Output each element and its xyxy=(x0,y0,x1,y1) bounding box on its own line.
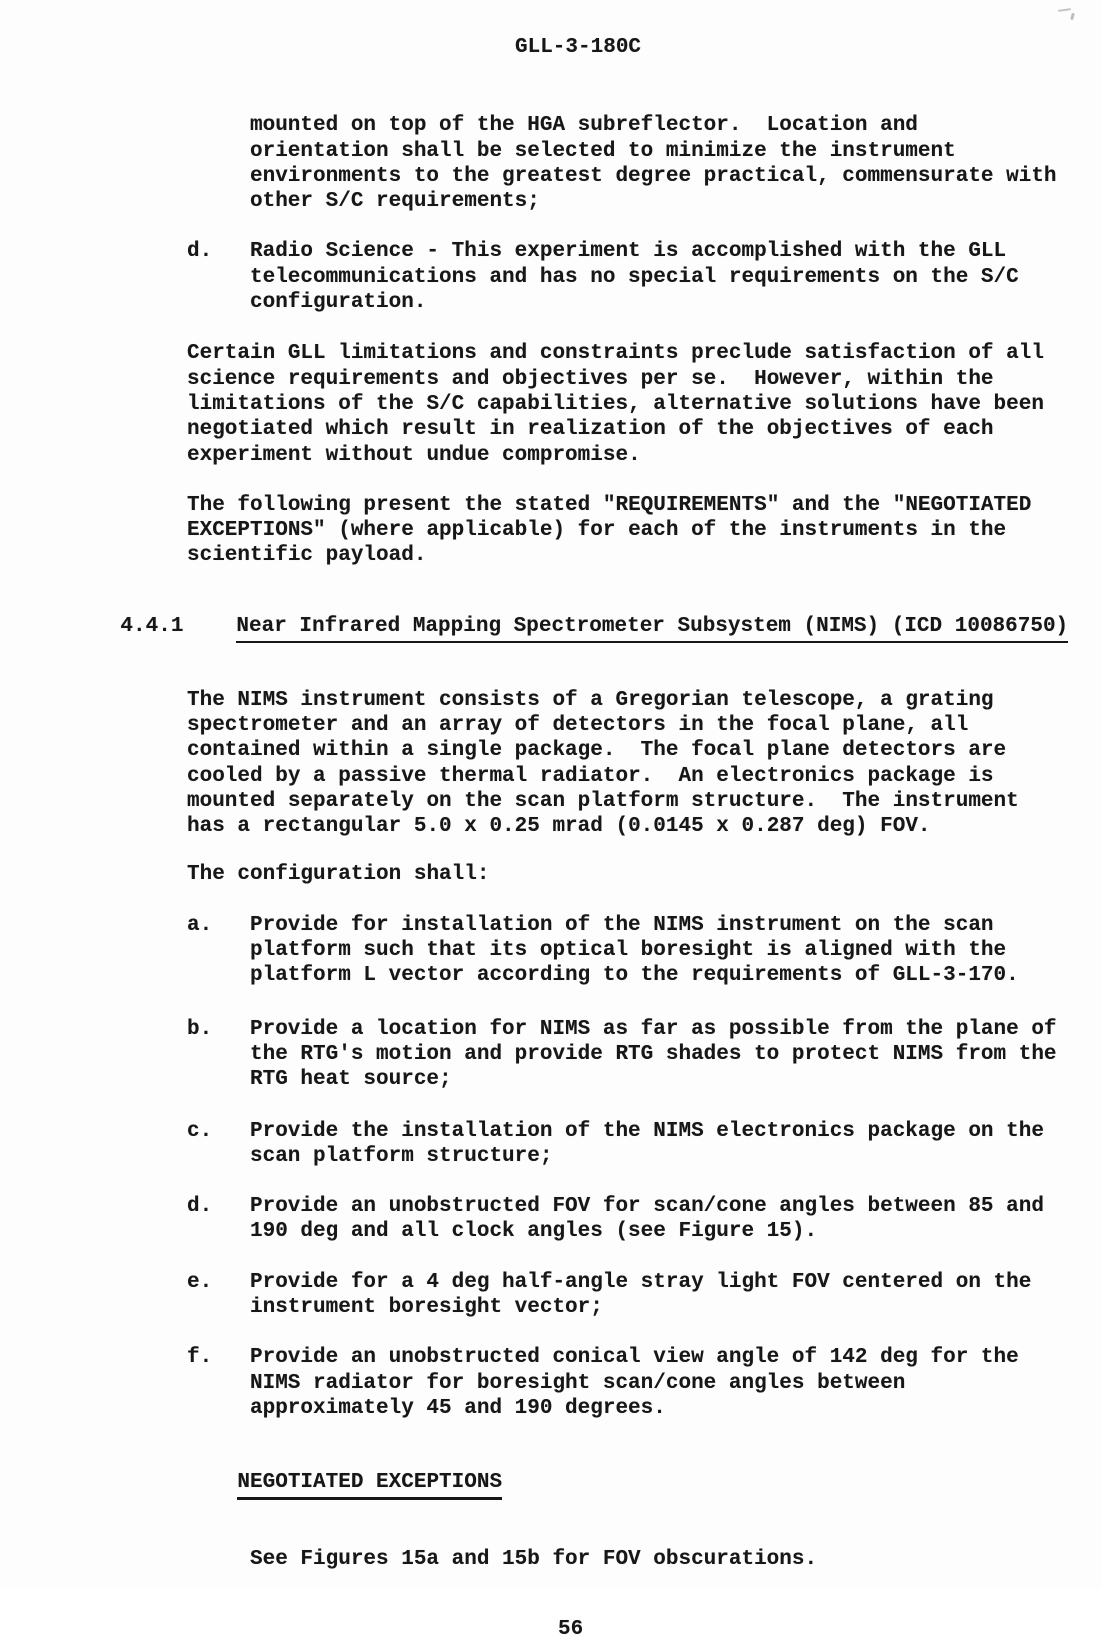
page-number: 56 xyxy=(558,1618,584,1642)
text-line: cooled by a passive thermal radiator. An electronics package is xyxy=(187,764,994,788)
list-item-letter: d. xyxy=(187,240,213,264)
text-line: Certain GLL limitations and constraints preclude satisfaction of all xyxy=(187,342,1044,366)
list-item-letter: b. xyxy=(187,1017,213,1041)
text-line: orientation shall be selected to minimize the instrument xyxy=(250,139,956,163)
text-line: has a rectangular 5.0 x 0.25 mrad (0.0145 x 0.287 deg) FOV. xyxy=(187,815,931,839)
text-line: NIMS radiator for boresight scan/cone angles between xyxy=(250,1371,906,1395)
text-line: the RTG's motion and provide RTG shades to protect NIMS from the xyxy=(250,1042,1057,1066)
text-line: science requirements and objectives per se. However, within the xyxy=(187,367,994,391)
scan-smudge-mark xyxy=(1056,5,1080,23)
list-item-letter: a. xyxy=(187,913,213,937)
text-line: experiment without undue compromise. xyxy=(187,443,641,467)
list-item-letter: d. xyxy=(187,1195,213,1219)
text-line: contained within a single package. The focal plane detectors are xyxy=(187,739,1007,763)
list-item-d xyxy=(187,1194,1102,1245)
section-number: 4.4.1 xyxy=(120,615,184,639)
list-item-letter: e. xyxy=(187,1270,213,1294)
negotiated-exceptions-heading xyxy=(187,1445,1102,1521)
paragraph-certain-limitations xyxy=(187,341,1102,467)
text-line: See Figures 15a and 15b for FOV obscurations. xyxy=(250,1548,818,1572)
section-heading-4-4-1 xyxy=(70,589,1102,665)
text-line: negotiated which result in realization of the objectives of each xyxy=(187,418,994,442)
list-item-b xyxy=(187,1017,1102,1093)
text-line: scientific payload. xyxy=(187,544,427,568)
list-item-e xyxy=(187,1270,1102,1321)
list-item-f xyxy=(187,1345,1102,1421)
text-line: 190 deg and all clock angles (see Figure 15). xyxy=(250,1220,818,1244)
text-line: instrument boresight vector; xyxy=(250,1295,603,1319)
text-line: approximately 45 and 190 degrees. xyxy=(250,1396,666,1420)
paragraph-nims-description xyxy=(187,688,1102,840)
paragraph-see-figures xyxy=(250,1547,1102,1572)
document-number-header: GLL-3-180C xyxy=(515,36,642,59)
section-title: Near Infrared Mapping Spectrometer Subsystem (NIMS) (ICD 10086750) xyxy=(236,615,1068,643)
text-line: The NIMS instrument consists of a Gregorian telescope, a grating xyxy=(187,688,994,712)
text-line: Provide an unobstructed conical view angle of 142 deg for the xyxy=(250,1346,1019,1370)
text-line: Provide a location for NIMS as far as possible from the plane of xyxy=(250,1017,1057,1041)
list-item-c xyxy=(187,1119,1102,1170)
text-line: other S/C requirements; xyxy=(250,190,540,214)
text-line: scan platform structure; xyxy=(250,1144,553,1168)
list-item-letter: f. xyxy=(187,1346,213,1370)
list-item-letter: c. xyxy=(187,1119,213,1143)
text-line: Provide an unobstructed FOV for scan/cone angles between 85 and xyxy=(250,1195,1044,1219)
text-line: telecommunications and has no special requirements on the S/C xyxy=(250,265,1019,289)
text-line: configuration. xyxy=(250,291,427,315)
text-line: mounted separately on the scan platform structure. The instrument xyxy=(187,789,1019,813)
text-line: Provide for a 4 deg half-angle stray light FOV centered on the xyxy=(250,1270,1032,1294)
text-line: Provide for installation of the NIMS instrument on the scan xyxy=(250,913,994,937)
text-line: Provide the installation of the NIMS electronics package on the xyxy=(250,1119,1044,1143)
paragraph-mounted xyxy=(250,113,1102,214)
paragraph-following-present xyxy=(187,493,1102,569)
paragraph-configuration-shall xyxy=(187,862,1102,887)
text-line: The following present the stated "REQUIREMENTS" and the "NEGOTIATED xyxy=(187,493,1032,517)
text-line: EXCEPTIONS" (where applicable) for each of the instruments in the xyxy=(187,519,1007,543)
text-line: RTG heat source; xyxy=(250,1068,452,1092)
text-line: Radio Science - This experiment is accomplished with the GLL xyxy=(250,240,1007,264)
list-item-radio-science xyxy=(187,239,1102,315)
text-line: environments to the greatest degree practical, commensurate with xyxy=(250,164,1057,188)
negotiated-exceptions-label: NEGOTIATED EXCEPTIONS xyxy=(237,1471,502,1500)
text-line: platform such that its optical boresight is aligned with the xyxy=(250,939,1007,963)
text-line: mounted on top of the HGA subreflector. Location and xyxy=(250,114,918,138)
list-item-a xyxy=(187,913,1102,989)
text-line: limitations of the S/C capabilities, alternative solutions have been xyxy=(187,392,1044,416)
text-line: The configuration shall: xyxy=(187,863,490,887)
text-line: spectrometer and an array of detectors in the focal plane, all xyxy=(187,713,969,737)
text-line: platform L vector according to the requirements of GLL-3-170. xyxy=(250,964,1019,988)
